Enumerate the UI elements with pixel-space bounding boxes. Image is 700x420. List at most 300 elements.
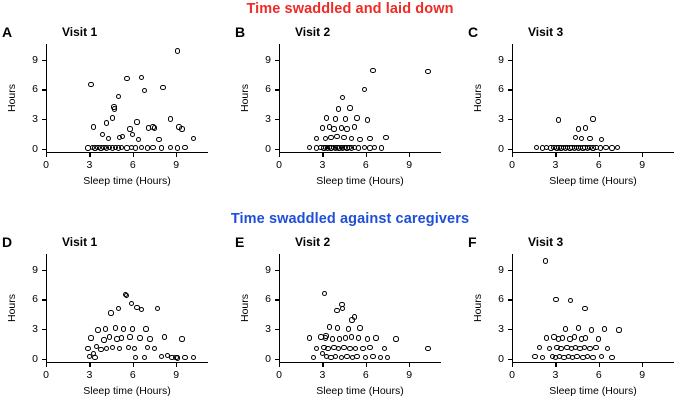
y-tick-label: 0	[265, 142, 271, 155]
data-point	[104, 120, 109, 125]
y-tick-label: 3	[265, 322, 271, 335]
data-point	[378, 355, 383, 360]
data-point	[85, 346, 90, 351]
y-tick-label: 0	[32, 352, 38, 365]
plot-area	[239, 254, 441, 397]
data-point	[382, 346, 387, 351]
y-tick-label: 3	[265, 112, 271, 125]
x-tick	[599, 153, 600, 157]
data-point	[362, 145, 367, 150]
panel-a	[0, 0, 233, 187]
y-tick-label: 6	[265, 293, 271, 306]
data-point	[589, 327, 594, 332]
x-tick-label: 6	[362, 369, 369, 381]
data-point	[346, 326, 351, 331]
data-point	[609, 355, 614, 360]
data-point	[339, 302, 344, 307]
data-point	[333, 116, 338, 121]
data-point	[573, 135, 578, 140]
y-tick	[275, 149, 279, 150]
y-tick-label: 9	[32, 263, 38, 276]
data-point	[356, 335, 361, 340]
panel-b	[233, 0, 466, 187]
data-point	[583, 335, 588, 340]
data-point	[129, 301, 134, 306]
data-point	[582, 306, 587, 311]
data-point	[372, 145, 377, 150]
y-tick-label: 6	[498, 83, 504, 96]
data-point	[92, 355, 97, 360]
data-point	[574, 354, 579, 359]
x-axis-label: Sleep time (Hours)	[316, 385, 404, 397]
data-point	[576, 126, 581, 131]
data-point	[101, 337, 106, 342]
data-point	[357, 325, 362, 330]
x-tick	[89, 363, 90, 367]
data-point	[347, 346, 352, 351]
panel-letter: F	[468, 234, 477, 250]
y-tick	[42, 149, 46, 150]
data-point	[324, 115, 329, 120]
data-point	[572, 334, 577, 339]
data-point	[139, 75, 144, 80]
y-axis-line	[279, 254, 280, 363]
x-axis-line	[279, 362, 441, 363]
x-tick	[409, 153, 410, 157]
data-point	[191, 355, 196, 360]
data-point	[127, 126, 132, 131]
data-point	[385, 355, 390, 360]
data-point	[179, 336, 184, 341]
panel-letter: A	[2, 24, 13, 40]
x-tick	[322, 363, 323, 367]
data-point	[104, 346, 109, 351]
x-tick	[322, 153, 323, 157]
x-tick-label: 9	[406, 369, 413, 381]
data-point	[331, 126, 336, 131]
data-point	[587, 346, 592, 351]
data-point	[582, 345, 587, 350]
data-point	[583, 125, 588, 130]
section-title-top: Time swaddled and laid down	[246, 1, 454, 17]
data-point	[130, 326, 135, 331]
data-point	[393, 336, 398, 341]
data-point	[587, 136, 592, 141]
y-tick-label: 3	[32, 112, 38, 125]
y-tick-label: 0	[498, 142, 504, 155]
plot-area	[6, 44, 208, 187]
data-point	[563, 326, 568, 331]
data-point	[556, 117, 561, 122]
panel-e	[233, 210, 466, 397]
y-tick	[508, 329, 512, 330]
data-point	[357, 137, 362, 142]
data-point	[150, 145, 155, 150]
data-point	[323, 333, 328, 338]
panel-letter: C	[468, 24, 479, 40]
data-point	[117, 346, 122, 351]
y-tick	[508, 270, 512, 271]
x-tick	[279, 363, 280, 367]
y-axis-label: Hours	[239, 293, 251, 323]
data-point	[349, 136, 354, 141]
panel-title: Visit 3	[528, 25, 564, 39]
y-axis-label: Hours	[472, 293, 484, 323]
y-tick	[42, 119, 46, 120]
data-point	[325, 346, 330, 351]
panel-title: Visit 3	[528, 235, 564, 249]
data-point	[168, 145, 173, 150]
y-tick	[42, 270, 46, 271]
x-tick	[555, 363, 556, 367]
data-point	[365, 336, 370, 341]
data-point	[182, 145, 187, 150]
y-tick-label: 9	[265, 263, 271, 276]
x-tick-label: 6	[595, 369, 602, 381]
x-tick	[599, 363, 600, 367]
panel-letter: B	[235, 24, 246, 40]
y-axis-label: Hours	[6, 83, 18, 113]
data-point	[599, 354, 604, 359]
data-point	[88, 335, 93, 340]
data-point	[134, 119, 139, 124]
data-point	[162, 334, 167, 339]
data-point	[543, 258, 548, 263]
x-tick	[133, 153, 134, 157]
data-point	[605, 346, 610, 351]
x-tick	[89, 153, 90, 157]
y-tick	[42, 60, 46, 61]
x-tick-label: 0	[276, 159, 282, 171]
data-point	[107, 334, 112, 339]
data-point	[160, 85, 165, 90]
y-tick-label: 9	[498, 53, 504, 66]
data-point	[343, 116, 348, 121]
x-tick	[46, 153, 47, 157]
data-point	[363, 355, 368, 360]
data-point	[91, 124, 96, 129]
plot-area	[472, 44, 674, 187]
y-tick-label: 9	[498, 263, 504, 276]
data-point	[119, 335, 124, 340]
data-point	[159, 354, 164, 359]
data-point	[347, 105, 352, 110]
data-point	[373, 335, 378, 340]
data-point	[334, 308, 339, 313]
data-point	[116, 94, 121, 99]
x-axis-label: Sleep time (Hours)	[549, 385, 637, 397]
data-point	[576, 325, 581, 330]
x-tick-label: 3	[552, 369, 559, 381]
data-point	[341, 135, 346, 140]
y-tick	[508, 299, 512, 300]
panel-letter: D	[2, 234, 13, 250]
data-point	[127, 334, 132, 339]
y-tick	[275, 119, 279, 120]
data-point	[335, 325, 340, 330]
data-point	[560, 335, 565, 340]
data-point	[139, 307, 144, 312]
x-axis-line	[46, 362, 208, 363]
data-point	[145, 345, 150, 350]
plot-area	[6, 254, 208, 397]
data-point	[307, 145, 312, 150]
x-tick-label: 3	[319, 369, 326, 381]
data-point	[314, 136, 319, 141]
data-point	[425, 346, 430, 351]
data-point	[579, 136, 584, 141]
data-point	[341, 345, 346, 350]
data-point	[152, 346, 157, 351]
data-point	[370, 68, 375, 73]
y-tick	[508, 89, 512, 90]
data-point	[370, 354, 375, 359]
x-tick	[512, 363, 513, 367]
data-point	[116, 306, 121, 311]
data-point	[88, 82, 93, 87]
y-axis-line	[512, 254, 513, 363]
data-point	[87, 354, 92, 359]
data-point	[120, 134, 125, 139]
data-point	[143, 326, 148, 331]
x-tick-label: 3	[552, 159, 559, 171]
data-point	[132, 346, 137, 351]
x-tick	[366, 153, 367, 157]
data-point	[152, 125, 157, 130]
y-tick	[42, 359, 46, 360]
x-tick	[555, 153, 556, 157]
data-point	[137, 335, 142, 340]
y-tick	[275, 60, 279, 61]
data-point	[110, 115, 115, 120]
data-point	[126, 345, 131, 350]
y-tick	[508, 149, 512, 150]
x-axis-label: Sleep time (Hours)	[83, 175, 171, 187]
x-tick-label: 0	[509, 369, 515, 381]
x-tick-label: 6	[362, 159, 369, 171]
x-tick	[512, 153, 513, 157]
data-point	[139, 145, 144, 150]
data-point	[113, 325, 118, 330]
x-tick-label: 9	[639, 369, 646, 381]
data-point	[383, 135, 388, 140]
x-axis-label: Sleep time (Hours)	[549, 175, 637, 187]
data-point	[615, 145, 620, 150]
data-point	[314, 346, 319, 351]
x-tick-label: 3	[86, 159, 93, 171]
panel-letter: E	[235, 234, 245, 250]
data-point	[568, 298, 573, 303]
data-point	[344, 126, 349, 131]
data-point	[585, 354, 590, 359]
data-point	[175, 48, 180, 53]
data-point	[168, 116, 173, 121]
x-axis-line	[512, 362, 674, 363]
panel-c	[466, 0, 699, 187]
data-point	[532, 354, 537, 359]
y-tick-label: 6	[32, 83, 38, 96]
data-point	[339, 355, 344, 360]
data-point	[547, 346, 552, 351]
x-tick-label: 0	[276, 369, 282, 381]
data-point	[596, 336, 601, 341]
x-tick-label: 9	[173, 159, 180, 171]
y-axis-line	[279, 44, 280, 153]
y-tick	[275, 299, 279, 300]
data-point	[602, 326, 607, 331]
y-tick	[275, 89, 279, 90]
y-tick-label: 6	[498, 293, 504, 306]
x-axis-line	[46, 152, 208, 153]
y-axis-line	[46, 254, 47, 363]
data-point	[323, 136, 328, 141]
x-tick	[642, 363, 643, 367]
data-point	[142, 88, 147, 93]
y-tick-label: 0	[498, 352, 504, 365]
data-point	[334, 134, 339, 139]
data-point	[124, 76, 129, 81]
x-tick	[176, 153, 177, 157]
data-point	[121, 326, 126, 331]
data-point	[340, 95, 345, 100]
data-point	[124, 293, 129, 298]
data-point	[191, 136, 196, 141]
data-point	[353, 346, 358, 351]
x-tick-label: 0	[509, 159, 515, 171]
data-point	[103, 326, 108, 331]
y-axis-label: Hours	[239, 83, 251, 113]
data-point	[145, 145, 150, 150]
data-point	[322, 291, 327, 296]
data-point	[425, 69, 430, 74]
data-point	[119, 145, 124, 150]
section-title-bottom: Time swaddled against caregivers	[230, 211, 470, 227]
data-point	[155, 306, 160, 311]
data-point	[558, 346, 563, 351]
data-point	[95, 327, 100, 332]
y-tick-label: 3	[498, 112, 504, 125]
data-point	[367, 136, 372, 141]
data-point	[136, 137, 141, 142]
x-tick-label: 6	[129, 369, 136, 381]
panel-title: Visit 1	[62, 235, 98, 249]
data-point	[106, 136, 111, 141]
y-tick-label: 0	[32, 142, 38, 155]
y-tick-label: 3	[498, 322, 504, 335]
y-tick	[508, 359, 512, 360]
x-tick-label: 9	[639, 159, 646, 171]
data-point	[156, 137, 161, 142]
data-point	[339, 125, 344, 130]
data-point	[336, 106, 341, 111]
x-axis-label: Sleep time (Hours)	[83, 385, 171, 397]
panel-title: Visit 2	[295, 25, 331, 39]
data-point	[307, 335, 312, 340]
data-point	[142, 355, 147, 360]
data-point	[367, 345, 372, 350]
x-axis-label: Sleep time (Hours)	[316, 175, 404, 187]
x-tick	[642, 153, 643, 157]
data-point	[352, 124, 357, 129]
y-tick	[275, 359, 279, 360]
data-point	[100, 132, 105, 137]
x-tick-label: 0	[43, 159, 49, 171]
plot-area	[239, 44, 441, 187]
data-point	[354, 354, 359, 359]
y-tick	[42, 299, 46, 300]
data-point	[365, 117, 370, 122]
data-point	[337, 336, 342, 341]
x-tick-label: 3	[319, 159, 326, 171]
data-point	[362, 87, 367, 92]
x-tick-label: 9	[173, 369, 180, 381]
data-point	[320, 125, 325, 130]
data-point	[616, 327, 621, 332]
data-point	[344, 354, 349, 359]
data-point	[590, 116, 595, 121]
y-axis-label: Hours	[6, 293, 18, 323]
x-tick	[176, 363, 177, 367]
data-point	[328, 135, 333, 140]
data-point	[593, 345, 598, 350]
data-point	[130, 132, 135, 137]
y-tick-label: 0	[265, 352, 271, 365]
data-point	[544, 335, 549, 340]
data-point	[175, 145, 180, 150]
data-point	[327, 324, 332, 329]
data-point	[609, 145, 614, 150]
x-tick-label: 9	[406, 159, 413, 171]
data-point	[540, 355, 545, 360]
y-tick	[42, 329, 46, 330]
y-tick	[508, 60, 512, 61]
data-point	[553, 297, 558, 302]
x-axis-line	[279, 152, 441, 153]
data-point	[311, 355, 316, 360]
y-axis-line	[512, 44, 513, 153]
x-tick-label: 6	[595, 159, 602, 171]
data-point	[349, 317, 354, 322]
panel-title: Visit 2	[295, 235, 331, 249]
x-tick	[46, 363, 47, 367]
y-tick-label: 6	[265, 83, 271, 96]
data-point	[147, 336, 152, 341]
data-point	[379, 145, 384, 150]
data-point	[333, 354, 338, 359]
data-point	[537, 345, 542, 350]
data-point	[356, 145, 361, 150]
panel-title: Visit 1	[62, 25, 98, 39]
y-tick-label: 6	[32, 293, 38, 306]
data-point	[336, 346, 341, 351]
data-point	[343, 335, 348, 340]
y-tick-label: 9	[32, 53, 38, 66]
data-point	[182, 355, 187, 360]
data-point	[179, 126, 184, 131]
x-tick	[279, 153, 280, 157]
data-point	[175, 355, 180, 360]
data-point	[598, 145, 603, 150]
data-point	[108, 310, 113, 315]
data-point	[330, 336, 335, 341]
data-point	[159, 145, 164, 150]
x-axis-line	[512, 152, 674, 153]
x-tick-label: 0	[43, 369, 49, 381]
y-tick-label: 9	[265, 53, 271, 66]
data-point	[349, 334, 354, 339]
data-point	[354, 115, 359, 120]
x-tick	[409, 363, 410, 367]
